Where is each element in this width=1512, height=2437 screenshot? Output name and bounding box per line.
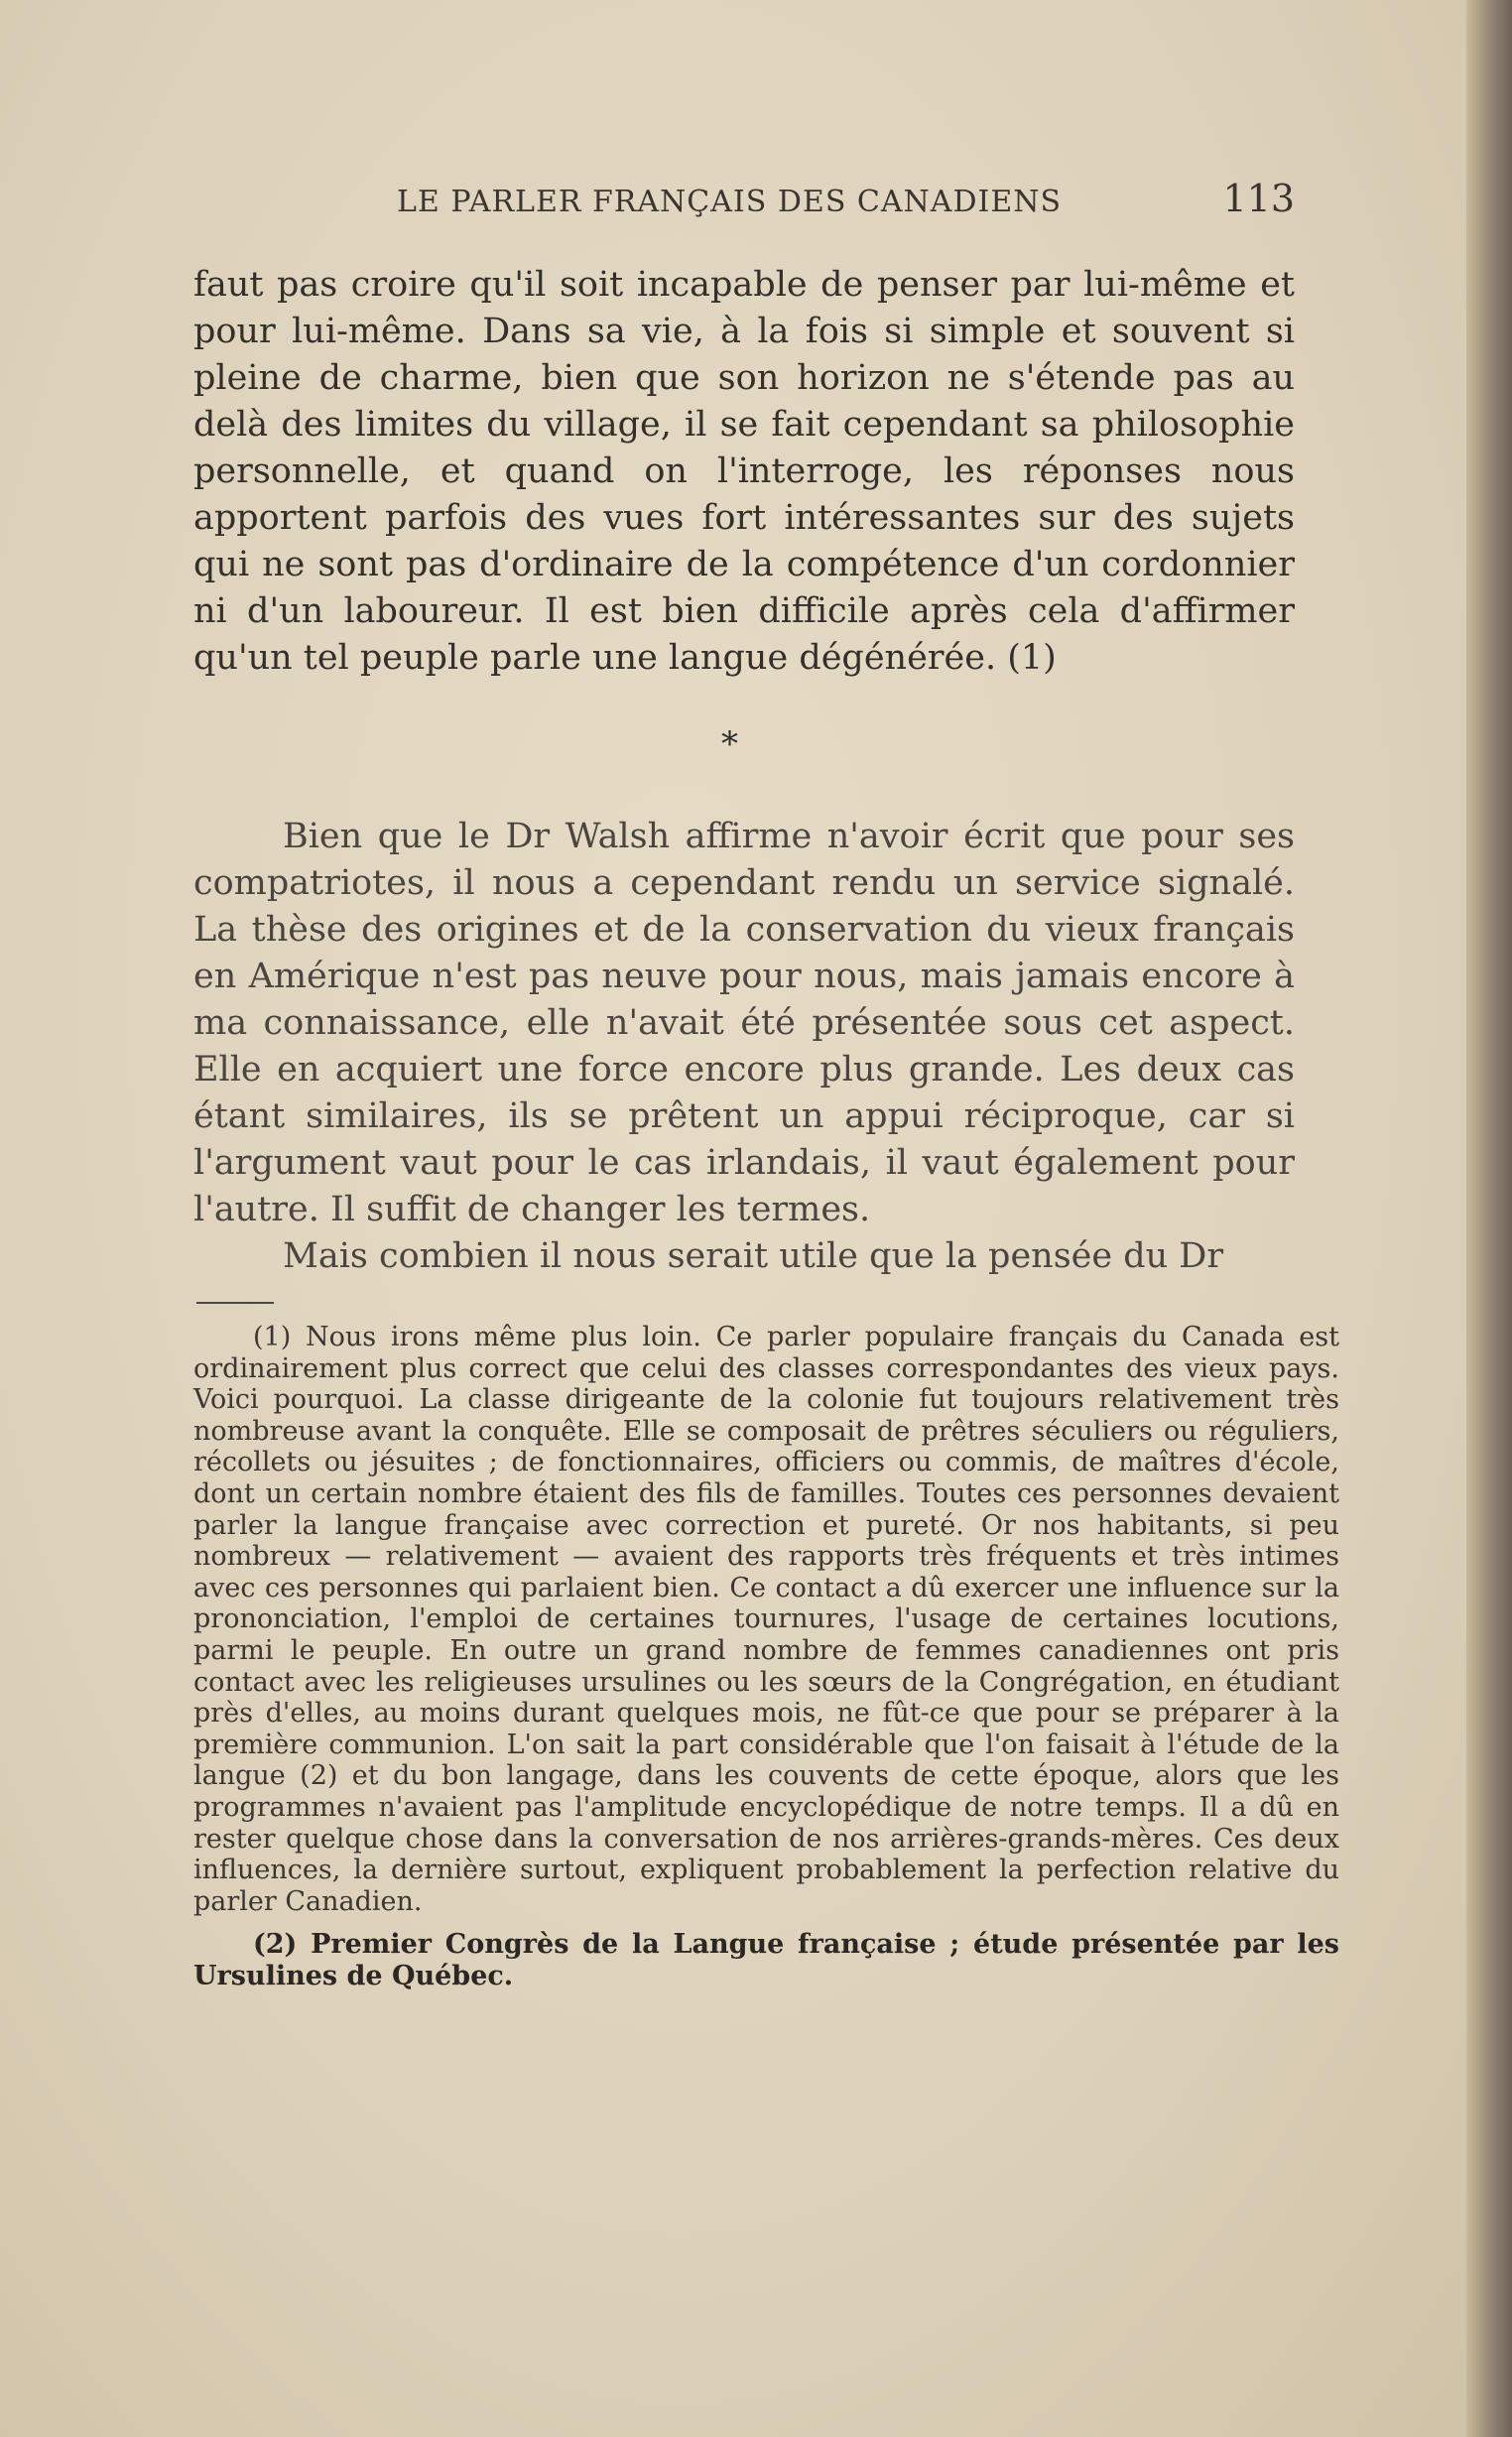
main-text-block: [193, 262, 1295, 682]
page-edge-shadow: [1466, 0, 1512, 2437]
page-number: 113: [1222, 177, 1295, 220]
footnote-rule: [196, 1302, 274, 1304]
paragraph-1: faut pas croire qu'il soit incapable de penser par lui-même et pour lui-même. Dans sa vie, à la fois si simple et souvent si pleine de charme, bien que son horizon ne s'étende pas au delà des limites du village, il se fait cependant sa philosophie personnelle, et quand on l'interroge, les réponses nous apportent parfois des vues fort intéressantes sur des sujets qui ne sont pas d'ordinaire de la compétence d'un cordonnier ni d'un laboureur. Il est bien difficile après cela d'affirmer qu'un tel peuple parle une langue dégénérée. (1): [193, 265, 1295, 678]
paragraph-3: Mais combien il nous serait utile que la pensée du Dr: [283, 1236, 1224, 1276]
page-header: [193, 177, 1295, 236]
running-title: LE PARLER FRANÇAIS DES CANADIENS: [397, 185, 1063, 219]
footnote-1: (1) Nous irons même plus loin. Ce parler populaire français du Canada est ordinairement plus correct que celui des classes correspondantes des vieux pays. Voici pourquoi. La classe dirigeante de la colonie fut toujours relativement très nombreuse avant la conquête. Elle se composait de prêtres séculiers ou réguliers, récollets ou jésuites ; de fonctionnaires, officiers ou commis, de maîtres d'école, dont un certain nombre étaient des fils de familles. Toutes ces personnes devaient parler la langue française avec correction et pureté. Or nos habitants, si peu nombreux — relativement — avaient des rapports très fréquents et très intimes avec ces personnes qui parlaient bien. Ce contact a dû exercer une influence sur la prononciation, l'emploi de certaines tournures, l'usage de certaines locutions, parmi le peuple. En outre un grand nombre de femmes canadiennes ont pris contact avec les religieuses ursulines ou les sœurs de la Congrégation, en étudiant près d'elles, au moins durant quelques mois, ne fût-ce que pour se préparer à la première communion. L'on sait la part considérable que l'on faisait à l'étude de la langue (2) et du bon langage, dans les couvents de cette époque, alors que les programmes n'avaient pas l'amplitude encyclopédique de notre temps. Il a dû en rester quelque chose dans la conversation de nos arrières-grands-mères. Ces deux influences, la dernière surtout, expliquent probablement la perfection relative du parler Canadien.: [193, 1322, 1339, 1917]
paragraph-2: Bien que le Dr Walsh affirme n'avoir écrit que pour ses compatriotes, il nous a cependant rendu un service signalé. La thèse des origines et de la conservation du vieux français en Amérique n'est pas neuve pour nous, mais jamais encore à ma connaissance, elle n'avait été présentée sous cet aspect. Elle en acquiert une force encore plus grande. Les deux cas étant similaires, ils se prêtent un appui réciproque, car si l'argument vaut pour le cas irlandais, il vaut également pour l'autre. Il suffit de changer les termes.: [193, 817, 1295, 1229]
main-text-block-2: [193, 814, 1295, 1280]
footnote-2: (2) Premier Congrès de la Langue française ; étude présentée par les Ursulines de Québec.: [193, 1929, 1339, 1991]
footnotes: [193, 1322, 1339, 2003]
section-separator: *: [721, 724, 738, 764]
